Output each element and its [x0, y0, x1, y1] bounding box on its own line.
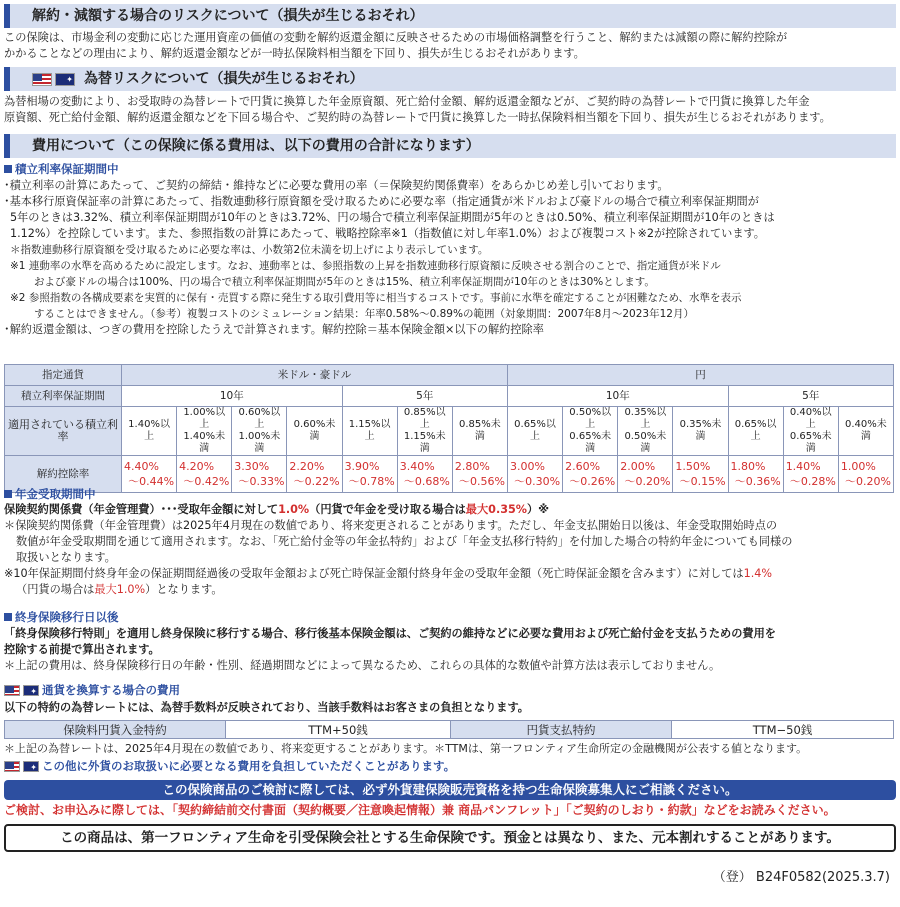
- table-header: 解約控除率: [5, 456, 122, 493]
- text-line: 取扱いとなります。: [16, 551, 116, 564]
- rate-start: 1.00%: [840, 460, 876, 473]
- text-line: ･基本移行原資保証率の計算にあたって、指数連動移行原資額を受け取るために必要な率（指定通貨が米ドルおよび豪ドルの場合で積立利率保証期間が: [4, 195, 759, 208]
- text-line: 「終身保険移行特則」を適用し終身保険に移行する場合、移行後基本保険金額は、ご契約の維持などに必要な費用および死亡給付金を支払うための費用を: [4, 627, 776, 640]
- text-span: （円貨の場合は: [16, 583, 95, 596]
- rate-end: 〜0.26%: [569, 475, 616, 488]
- annuity-fee-line: [4, 502, 896, 518]
- surrender-rate-cell: [783, 456, 838, 493]
- rate-bracket-cell: 0.60%未満: [287, 407, 342, 456]
- rate-end: 〜0.78%: [348, 475, 395, 488]
- subheading-guarantee-period: 積立利率保証期間中: [4, 161, 119, 177]
- table-cell: TTM−50銭: [672, 721, 894, 739]
- text-line: ※1 連動率の水準を高めるために設定します。なお、連動率とは、参照指数の上昇を指数連動移行原資額に反映させる割合のことで、指定通貨が米ドル: [10, 260, 721, 272]
- rate-start: 2.80%: [454, 460, 490, 473]
- rate-start: 4.40%: [124, 460, 159, 473]
- text-line: ･積立利率の計算にあたって、ご契約の締結・維持などに必要な費用の率（＝保険契約関係費率）をあらかじめ差し引いております。: [4, 179, 669, 192]
- text-line: 数値が年金受取期間を通じて適用されます。なお、「死亡給付金等の年金払特約」および「年金支払移行特約」を付加した場合の特約年金についても同様の: [16, 535, 793, 548]
- rate-end: 〜0.22%: [293, 475, 340, 488]
- text-span: ）となります。: [145, 583, 223, 596]
- text-span: ※10年保証期間付終身年金の保証期間経過後の受取年金額および死亡時保証金額付終身年金の受取年金額（死亡時保証金額を含みます）に対しては: [4, 567, 744, 580]
- subheading-exchange: [4, 682, 180, 698]
- surrender-rate-cell: [563, 456, 618, 493]
- text-line: ＊上記の費用は、終身保険移行日の年齢・性別、経過期間などによって異なるため、これらの具体的な数値や計算方法は表示しておりません。: [4, 659, 721, 672]
- section-body-fx-risk: [4, 94, 896, 126]
- rate-end: 〜0.42%: [183, 475, 230, 488]
- table-header: 積立利率保証期間: [5, 386, 122, 407]
- text-line: 原資額、死亡給付金額、解約返還金額などを下回る場合や、ご契約時の為替レートで円貨に換算した一時払保険料相当額を下回り、損失が生じるおそれがあります。: [4, 111, 831, 124]
- text-line: ＊上記の為替レートは、2025年4月現在の数値であり、将来変更することがあります。＊TTMは、第一フロンティア生命所定の金融機関が公表する値となります。: [4, 742, 808, 755]
- text-line: することはできません。（参考）複製コストのシミュレーション結果：年率0.58%〜0.89%の範囲（対象期間：2007年8月〜2023年12月）: [34, 308, 694, 320]
- text-line: 1.12%）を控除しています。また、参照指数の計算にあたって、戦略控除率※1（指数値に対し年率1.0%）および複製コスト※2が控除されています。: [10, 227, 765, 240]
- rate-start: 2.20%: [289, 460, 325, 473]
- table-header: 適用されている積立利率: [5, 407, 122, 456]
- section-body-surrender-risk: [4, 30, 896, 62]
- rate-bracket-cell: 0.40%以上 0.65%未満: [783, 407, 838, 456]
- text-line: 控除する前提で算出されます。: [4, 643, 160, 656]
- text-line: かかることなどの理由により、解約返還金額などが一時払保険料相当額を下回り、損失が生じるおそれがあります。: [4, 47, 585, 60]
- annuity-details: [4, 502, 896, 598]
- section-header-surrender-risk: [4, 4, 896, 28]
- text-line: 為替相場の変動により、お受取時の為替レートで円貨に換算した年金原資額、死亡給付金額、解約返還金額などが、ご契約時の為替レートで円貨に換算した年金: [4, 95, 810, 108]
- text-line: ＊指数連動移行原資額を受け取るために必要な率は、小数第2位未満を切上げにより表示しています。: [10, 244, 489, 256]
- consultation-banner: この保険商品のご検討に際しては、必ず外貨建保険販売資格を持つ生命保険募集人にご相談ください。: [4, 780, 896, 800]
- rate-bracket-cell: 1.40%以上: [122, 407, 177, 456]
- rate-bracket-cell: 0.65%以上: [728, 407, 783, 456]
- table-cell: 5年: [728, 386, 893, 407]
- table-header: 円: [507, 365, 893, 386]
- text-span: （円貨で年金を受け取る場合は: [309, 503, 466, 516]
- au-flag-icon: [23, 685, 39, 696]
- lifelong-details: [4, 626, 896, 674]
- rate-start: 3.40%: [399, 460, 435, 473]
- rate-bracket-cell: 0.65%以上: [507, 407, 562, 456]
- rate-bracket-cell: 0.85%以上 1.15%未満: [397, 407, 452, 456]
- text-span: この他に外貨のお取扱いに必要となる費用を負担していただくことがあります。: [42, 759, 456, 773]
- rate-end: 〜0.30%: [514, 475, 561, 488]
- rate-start: 3.90%: [344, 460, 380, 473]
- rate-bracket-cell: 1.00%以上 1.40%未満: [177, 407, 232, 456]
- surrender-rate-cell: [838, 456, 893, 493]
- us-flag-icon: [4, 761, 20, 772]
- rate-bracket-cell: 0.35%以上 0.50%未満: [618, 407, 673, 456]
- table-cell: 10年: [507, 386, 728, 407]
- read-documents-note: ご検討、お申込みに際しては、「契約締結前交付書面（契約概要／注意喚起情報）兼 商品パンフレット」「ご契約のしおり・約款」などをお読みください。: [4, 803, 836, 817]
- cost-details: [4, 178, 896, 338]
- table-header: 円貨支払特約: [451, 721, 672, 739]
- section-title: 為替リスクについて（損失が生じるおそれ）: [84, 71, 364, 87]
- rate-end: 〜0.28%: [789, 475, 836, 488]
- surrender-rate-cell: [122, 456, 177, 493]
- surrender-rate-cell: [728, 456, 783, 493]
- registration-number: （登） B24F0582(2025.3.7): [712, 870, 890, 885]
- rate-start: 1.40%: [785, 460, 821, 473]
- rate-bracket-cell: 1.15%以上: [342, 407, 397, 456]
- rate-bracket-cell: 0.40%未満: [838, 407, 893, 456]
- surrender-rate-cell: [397, 456, 452, 493]
- section-header-costs: [4, 134, 896, 158]
- surrender-rate-cell: [673, 456, 728, 493]
- text-line: ･解約返還金額は、つぎの費用を控除したうえで計算されます。解約控除＝基本保険金額×以下の解約控除率: [4, 323, 544, 336]
- rate-start: 1.80%: [730, 460, 766, 473]
- rate-end: 〜0.33%: [238, 475, 285, 488]
- table-header: 指定通貨: [5, 365, 122, 386]
- section-title: 解約・減額する場合のリスクについて（損失が生じるおそれ）: [32, 8, 424, 24]
- text-line: および豪ドルの場合は100%、円の場合で積立利率保証期間が5年のときは15%、積立利率保証期間が10年のときは30%とします。: [34, 276, 655, 288]
- rate-bracket-cell: 0.50%以上 0.65%未満: [563, 407, 618, 456]
- surrender-rate-cell: [177, 456, 232, 493]
- table-cell: 5年: [342, 386, 507, 407]
- rate-end: 〜0.36%: [734, 475, 781, 488]
- text-line: [4, 566, 896, 582]
- text-line: この保険は、市場金利の変動に応じた運用資産の価値の変動を解約返還金額に反映させるための市場価格調整を行うこと、解約または減額の際に解約控除が: [4, 31, 788, 44]
- rate-start: 2.60%: [565, 460, 601, 473]
- subheading-annuity-period: 年金受取期間中: [4, 486, 96, 502]
- table-header: 保険料円貨入金特約: [5, 721, 226, 739]
- surrender-rate-cell: [452, 456, 507, 493]
- rate-end: 〜0.20%: [624, 475, 671, 488]
- text-line: 5年のときは3.32%、積立利率保証期間が10年のときは3.72%、円の場合で積立利率保証期間が5年のときは0.50%、積立利率保証期間が10年のときは: [10, 211, 775, 224]
- section-title: 費用について（この保険に係る費用は、以下の費用の合計になります）: [32, 138, 480, 154]
- subheading-other-costs: [4, 758, 455, 774]
- table-header: 米ドル・豪ドル: [122, 365, 508, 386]
- flags: [32, 67, 78, 91]
- au-flag-icon: [23, 761, 39, 772]
- surrender-rate-cell: [232, 456, 287, 493]
- rate-start: 2.00%: [620, 460, 656, 473]
- surrender-rate-cell: [287, 456, 342, 493]
- text-span: 最大1.0%: [94, 583, 146, 596]
- text-span: ）※: [526, 503, 550, 516]
- text-span: 最大0.35%: [465, 503, 527, 516]
- rate-bracket-cell: 0.60%以上 1.00%未満: [232, 407, 287, 456]
- surrender-rate-cell: [618, 456, 673, 493]
- text-line: ＊保険契約関係費（年金管理費）は2025年4月現在の数値であり、将来変更されることがあります。ただし、年金支払開始日以後は、年金受取開始時点の: [4, 519, 778, 532]
- rate-bracket-cell: 0.35%未満: [673, 407, 728, 456]
- rate-start: 1.50%: [675, 460, 711, 473]
- text-span: 1.0%: [278, 503, 310, 516]
- rate-end: 〜0.15%: [679, 475, 726, 488]
- rate-start: 3.00%: [509, 460, 545, 473]
- au-flag-icon: [55, 73, 75, 86]
- rate-end: 〜0.56%: [459, 475, 505, 488]
- section-header-fx-risk: [4, 67, 896, 91]
- table-cell: 10年: [122, 386, 343, 407]
- text-span: 保険契約関係費（年金管理費）･･･受取年金額に対して: [4, 503, 279, 516]
- surrender-charge-table: [4, 364, 894, 493]
- subheading-lifelong: 終身保険移行日以後: [4, 609, 119, 625]
- text-line: [4, 582, 896, 598]
- us-flag-icon: [32, 73, 52, 86]
- text-line: 以下の特約の為替レートには、為替手数料が反映されており、当該手数料はお客さまの負担となります。: [4, 701, 529, 714]
- text-line: ※2 参照指数の各構成要素を実質的に保有・売買する際に発生する取引費用等に相当するコストです。事前に水準を確定することが困難なため、水準を表示: [10, 292, 742, 304]
- us-flag-icon: [4, 685, 20, 696]
- rate-bracket-cell: 0.85%未満: [452, 407, 507, 456]
- rate-start: 4.20%: [179, 460, 215, 473]
- rate-end: 〜0.20%: [845, 475, 891, 488]
- text-span: 通貨を換算する場合の費用: [42, 683, 180, 697]
- rate-start: 3.30%: [234, 460, 270, 473]
- surrender-rate-cell: [342, 456, 397, 493]
- product-disclaimer: この商品は、第一フロンティア生命を引受保険会社とする生命保険です。預金とは異なり、また、元本割れすることがあります。: [4, 824, 896, 852]
- exchange-fee-table: [4, 720, 894, 739]
- table-cell: TTM+50銭: [226, 721, 451, 739]
- surrender-rate-cell: [507, 456, 562, 493]
- text-span: 1.4%: [743, 567, 773, 580]
- rate-end: 〜0.68%: [403, 475, 450, 488]
- rate-end: 〜0.44%: [128, 475, 175, 488]
